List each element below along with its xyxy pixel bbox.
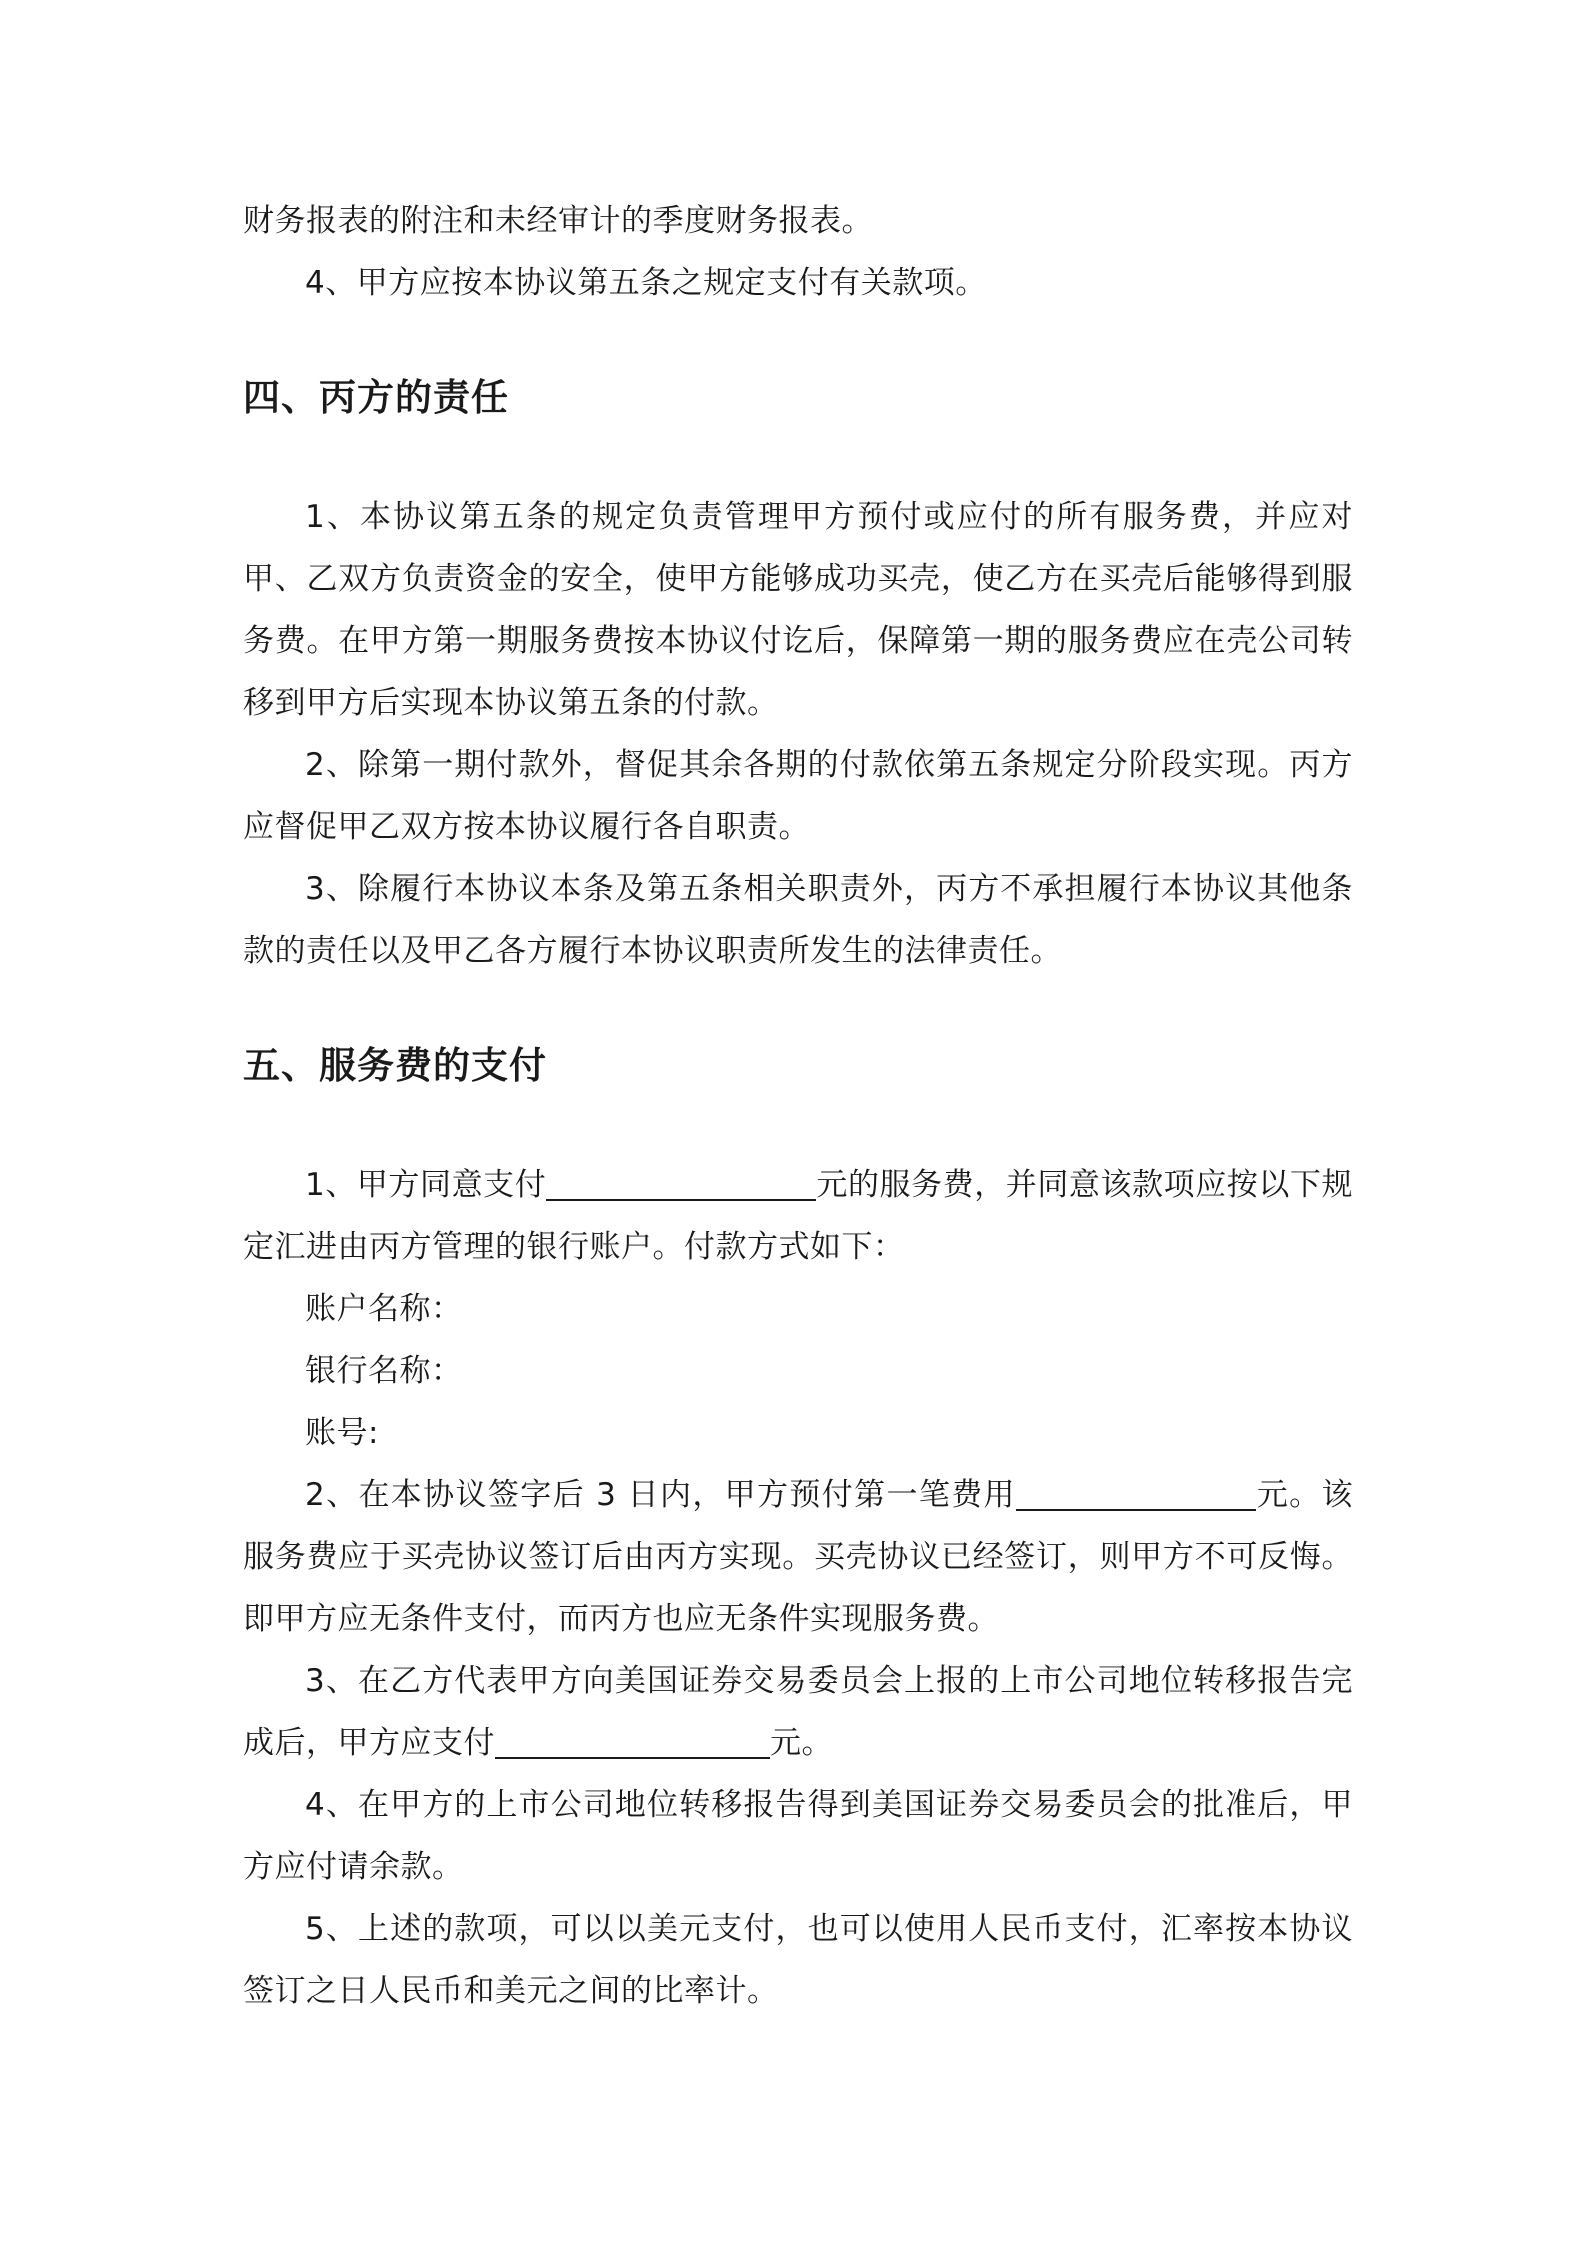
section5-item-2-text-after: 元。该服务费应于买壳协议签订后由丙方实现。买壳协议已经签订，则甲方不可反悔。即甲方应无条件支付，而丙方也应无条件实现服务费。	[243, 1477, 1353, 1637]
document-content	[243, 190, 1353, 2022]
section5-heading: 五、服务费的支付	[243, 1044, 547, 1087]
section4-heading: 四、丙方的责任	[243, 376, 509, 419]
amount-blank-2[interactable]	[1016, 1471, 1256, 1511]
section5-item-3-text-after: 元。	[770, 1725, 833, 1761]
section3-continuation: 财务报表的附注和未经审计的季度财务报表。	[243, 203, 873, 239]
section5-item-1-text-before: 1、甲方同意支付	[305, 1167, 547, 1203]
amount-blank-1[interactable]	[546, 1161, 816, 1201]
section4-item-1: 1、本协议第五条的规定负责管理甲方预付或应付的所有服务费，并应对甲、乙双方负责资金的安全，使甲方能够成功买壳，使乙方在买壳后能够得到服务费。在甲方第一期服务费按本协议付讫后，保障第一期的服务费应在壳公司转移到甲方后实现本协议第五条的付款。	[243, 499, 1353, 721]
section5-item-3	[243, 1650, 1353, 1774]
section4-item-2: 2、除第一期付款外，督促其余各期的付款依第五条规定分阶段实现。丙方应督促甲乙双方按本协议履行各自职责。	[243, 747, 1353, 845]
section4-item-3: 3、除履行本协议本条及第五条相关职责外，丙方不承担履行本协议其他条款的责任以及甲乙各方履行本协议职责所发生的法律责任。	[243, 871, 1353, 969]
account-name-field: 账户名称：	[305, 1291, 463, 1327]
section5-item-5: 5、上述的款项，可以以美元支付，也可以使用人民币支付，汇率按本协议签订之日人民币和美元之间的比率计。	[243, 1911, 1353, 2009]
section3-item-4: 4、甲方应按本协议第五条之规定支付有关款项。	[305, 265, 987, 301]
section5-item-3-text-before: 3、在乙方代表甲方向美国证券交易委员会上报的上市公司地位转移报告完成后，甲方应支付	[243, 1663, 1353, 1761]
amount-blank-3[interactable]	[495, 1719, 770, 1759]
bank-name-field: 银行名称：	[305, 1353, 463, 1389]
section5-item-2	[243, 1464, 1353, 1650]
section5-item-2-text-before: 2、在本协议签字后 3 日内，甲方预付第一笔费用	[305, 1477, 1016, 1513]
section5-item-1-text-after: 元的服务费，并同意该款项应按以下规定汇进由丙方管理的银行账户。付款方式如下：	[243, 1167, 1353, 1265]
account-number-field: 账号:	[305, 1415, 379, 1451]
section5-item-1	[243, 1154, 1353, 1278]
section5-item-4: 4、在甲方的上市公司地位转移报告得到美国证券交易委员会的批准后，甲方应付请余款。	[243, 1787, 1353, 1885]
